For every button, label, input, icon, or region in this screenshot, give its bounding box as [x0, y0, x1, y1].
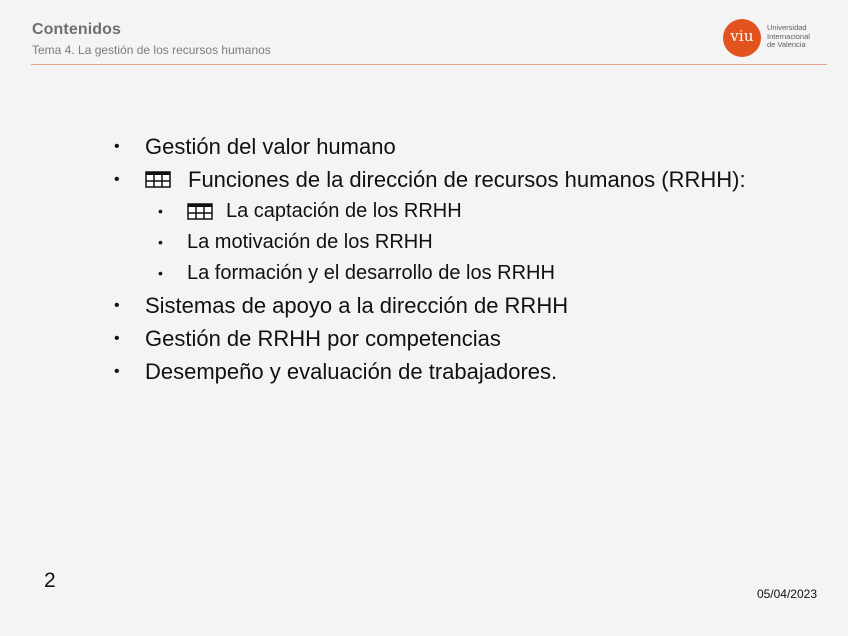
bullet-item — [114, 355, 830, 388]
bullet-item — [114, 289, 830, 322]
bullet-text: Desempeño y evaluación de trabajadores. — [145, 359, 558, 384]
bullet-marker: • — [114, 171, 120, 188]
window-icon — [145, 171, 171, 188]
slide-header — [31, 18, 827, 65]
bullet-marker: • — [158, 234, 163, 250]
bullet-item — [158, 227, 830, 258]
bullet-text: La formación y el desarrollo de los RRHH — [187, 262, 555, 284]
bullet-marker: • — [114, 138, 120, 155]
bullet-text: Sistemas de apoyo a la dirección de RRHH — [145, 293, 569, 318]
bullet-item — [158, 258, 830, 289]
header-subtitle: Tema 4. La gestión de los recursos humanos — [32, 43, 271, 57]
bullet-marker: • — [114, 330, 120, 347]
bullet-text: Gestión de RRHH por competencias — [145, 326, 501, 351]
bullet-marker: • — [158, 203, 163, 219]
header-title: Contenidos — [32, 21, 121, 38]
logo-mark: viu — [730, 27, 754, 45]
footer-date: 05/04/2023 — [756, 587, 817, 601]
bullet-text: Funciones de la dirección de recursos humanos (RRHH): — [188, 167, 746, 192]
viu-logo — [723, 18, 819, 58]
bullet-list — [114, 130, 830, 388]
bullet-marker: • — [114, 363, 120, 380]
bullet-text: La motivación de los RRHH — [187, 231, 433, 253]
bullet-item — [114, 322, 830, 355]
bullet-item — [114, 163, 830, 196]
bullet-text: Gestión del valor humano — [145, 134, 396, 159]
page-number: 2 — [44, 569, 56, 592]
bullet-marker: • — [114, 297, 120, 314]
window-icon — [187, 203, 213, 220]
bullet-item — [158, 196, 830, 227]
bullet-text: La captación de los RRHH — [226, 200, 462, 222]
logo-text: Universidad Internacional de Valencia — [767, 23, 810, 49]
bullet-item — [114, 130, 830, 163]
bullet-marker: • — [158, 265, 163, 281]
